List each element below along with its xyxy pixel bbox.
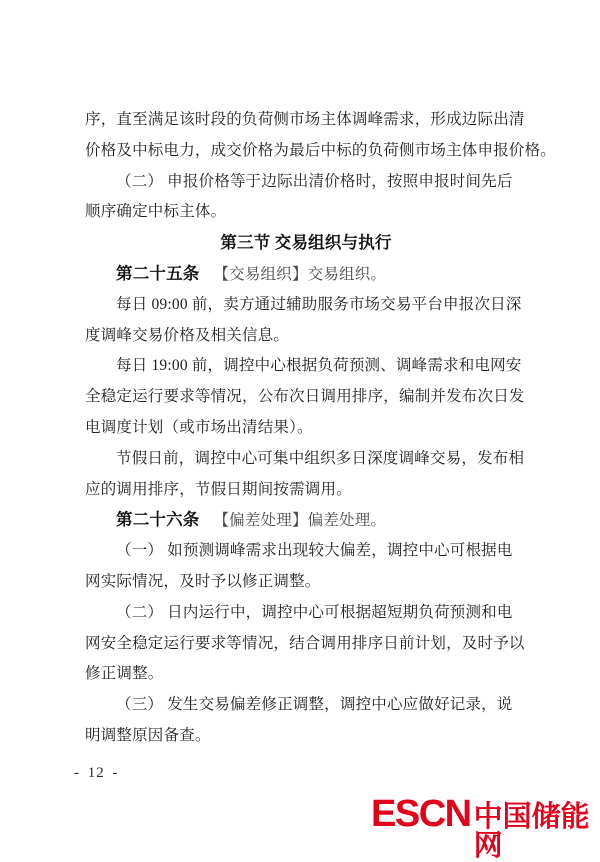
text-line: 全稳定运行要求等情况，公布次日调用排序，编制并发布次日发 [85, 388, 525, 406]
text-line: 节假日前，调控中心可集中组织多日深度调峰交易，发布相 [116, 449, 525, 467]
text-line: 顺序确定中标主体。 [85, 203, 227, 221]
article-title: 【交易组织】交易组织。 [213, 265, 387, 283]
text-line: 修正调整。 [85, 665, 164, 683]
text-line: 价格及中标电力，成交价格为最后中标的负荷侧市场主体申报价格。 [85, 141, 557, 159]
article-number: 第二十五条 [116, 263, 200, 283]
article-line [85, 259, 527, 290]
text-line: 每日 09:00 前，卖方通过辅助服务市场交易平台申报次日深 [116, 295, 522, 313]
page-number: - 12 - [74, 765, 119, 781]
text-line: （二） 日内运行中，调控中心可根据超短期负荷预测和电 [116, 603, 513, 621]
text-line: （三） 发生交易偏差修正调整，调控中心应做好记录，说 [116, 696, 513, 714]
logo-chinese-text: 中国储能网 [473, 801, 590, 862]
article-line [85, 505, 527, 536]
article-title: 【偏差处理】偏差处理。 [213, 512, 387, 530]
text-line: （二） 申报价格等于边际出清价格时，按照申报时间先后 [116, 172, 513, 190]
text-line: 序，直至满足该时段的负荷侧市场主体调峰需求，形成边际出清 [85, 111, 525, 128]
text-line: 应的调用排序，节假日期间按需调用。 [85, 480, 352, 498]
logo-latin-text: ESCN [371, 793, 471, 835]
text-line: （一） 如预测调峰需求出现较大偏差，调控中心可根据电 [116, 542, 513, 560]
text-line: 网安全稳定运行要求等情况，结合调用排序日前计划，及时予以 [85, 634, 525, 652]
text-line: 网实际情况，及时予以修正调整。 [85, 572, 321, 590]
text-line: 度调峰交易价格及相关信息。 [85, 326, 290, 344]
document-body [85, 105, 557, 752]
text-line: 每日 19:00 前，调控中心根据负荷预测、调峰需求和电网安 [116, 357, 522, 375]
article-number: 第二十六条 [116, 510, 200, 530]
text-line: 明调整原因备查。 [85, 726, 211, 744]
text-line: 电调度计划（或市场出清结果）。 [85, 418, 313, 436]
site-logo [371, 795, 600, 861]
section-heading: 第三节 交易组织与执行 [220, 233, 392, 253]
